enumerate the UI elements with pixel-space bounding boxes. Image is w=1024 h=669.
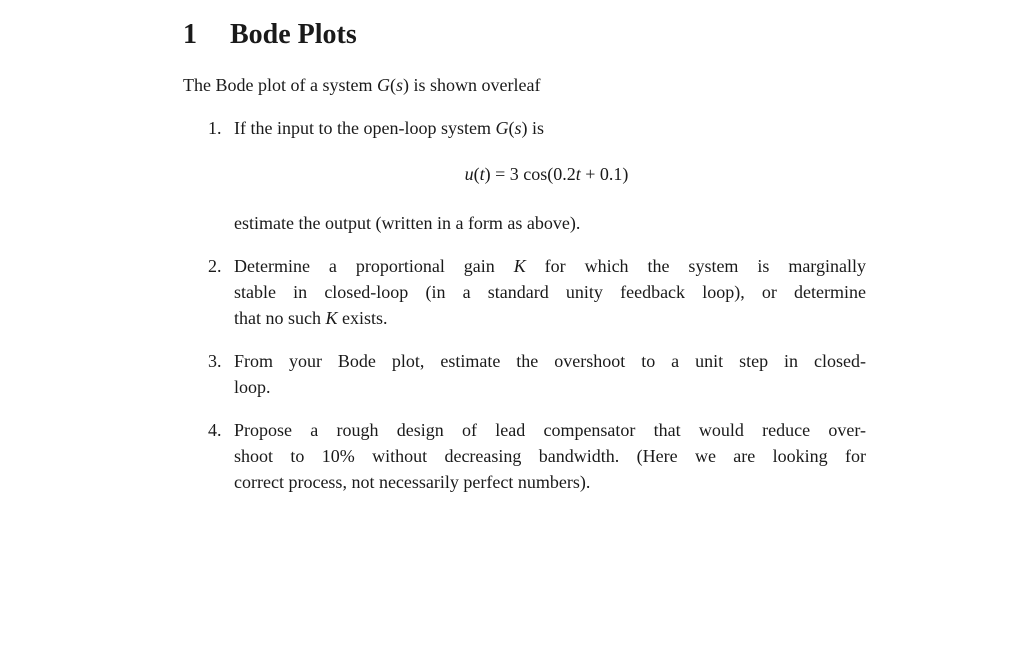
list-item-3 [183, 348, 866, 400]
text-segment: ) is [521, 118, 544, 138]
math-symbol: K [513, 256, 526, 276]
item-2-row [183, 253, 866, 331]
item-1-tail-row [183, 210, 866, 236]
item-1-number-spacer [183, 210, 234, 236]
text-segment: shoot to 10% without decreasing bandwidth. (Here we are looking for [234, 446, 866, 466]
math-symbol: s [395, 75, 403, 95]
item-1-number: 1. [208, 118, 222, 138]
item-2-line-3 [234, 305, 866, 331]
text-segment: Propose a rough design of lead compensator that would reduce over- [234, 420, 866, 440]
text-segment: correct process, not necessarily perfect numbers). [234, 472, 591, 492]
item-2-body [234, 253, 866, 331]
item-3-row [183, 348, 866, 400]
text-segment: ( [508, 118, 515, 138]
item-3-number: 3. [208, 351, 222, 371]
section-number: 1 [183, 19, 197, 50]
math-symbol: u [464, 164, 474, 184]
text-segment: The Bode plot of a system [183, 75, 377, 95]
item-4-line-1 [234, 417, 866, 443]
section-title: Bode Plots [230, 19, 357, 50]
intro-paragraph [183, 72, 866, 98]
text-segment: estimate the output (written in a form as above). [234, 213, 581, 233]
math-symbol: t [575, 164, 581, 184]
text-segment: Determine a proportional gain [234, 256, 514, 276]
item-2-line-2 [234, 279, 866, 305]
math-symbol: K [325, 308, 338, 328]
item-1-body [234, 115, 866, 141]
item-3-line-2 [234, 374, 866, 400]
math-symbol: G [495, 118, 509, 138]
item-1-lead-row [183, 115, 866, 141]
item-4-row [183, 417, 866, 495]
text-segment: ) is shown overleaf [402, 75, 541, 95]
text-segment: ) = 3 cos(0.2 [484, 164, 576, 184]
item-4-number: 4. [208, 420, 222, 440]
problem-list [183, 115, 866, 495]
text-segment: stable in closed-loop (in a standard unity feedback loop), or determine [234, 282, 866, 302]
list-item-2 [183, 253, 866, 331]
text-segment: loop. [234, 377, 271, 397]
item-2-line-1 [234, 253, 866, 279]
text-segment: that no such [234, 308, 326, 328]
item-1-tail-body [234, 210, 866, 236]
math-symbol: G [376, 75, 390, 95]
item-4-line-2 [234, 443, 866, 469]
text-segment: From your Bode plot, estimate the overshoot to a unit step in closed- [234, 351, 866, 371]
item-3-line-1 [234, 348, 866, 374]
item-1-lead [234, 115, 866, 141]
text-segment: If the input to the open-loop system [234, 118, 496, 138]
list-item-1 [183, 115, 866, 236]
list-item-4 [183, 417, 866, 495]
item-4-body [234, 417, 866, 495]
item-3-body [234, 348, 866, 400]
item-2-number: 2. [208, 256, 222, 276]
text-segment: ( [389, 75, 396, 95]
text-segment: for which the system is marginally [525, 256, 866, 276]
text-segment: ( [473, 164, 480, 184]
text-segment: + 0.1) [580, 164, 629, 184]
math-symbol: t [479, 164, 485, 184]
display-equation [205, 159, 888, 189]
item-4-line-3 [234, 469, 866, 495]
text-segment: exists. [337, 308, 388, 328]
document-content [183, 0, 866, 495]
item-1-tail [234, 210, 866, 236]
math-symbol: s [514, 118, 522, 138]
section-heading [183, 19, 866, 51]
